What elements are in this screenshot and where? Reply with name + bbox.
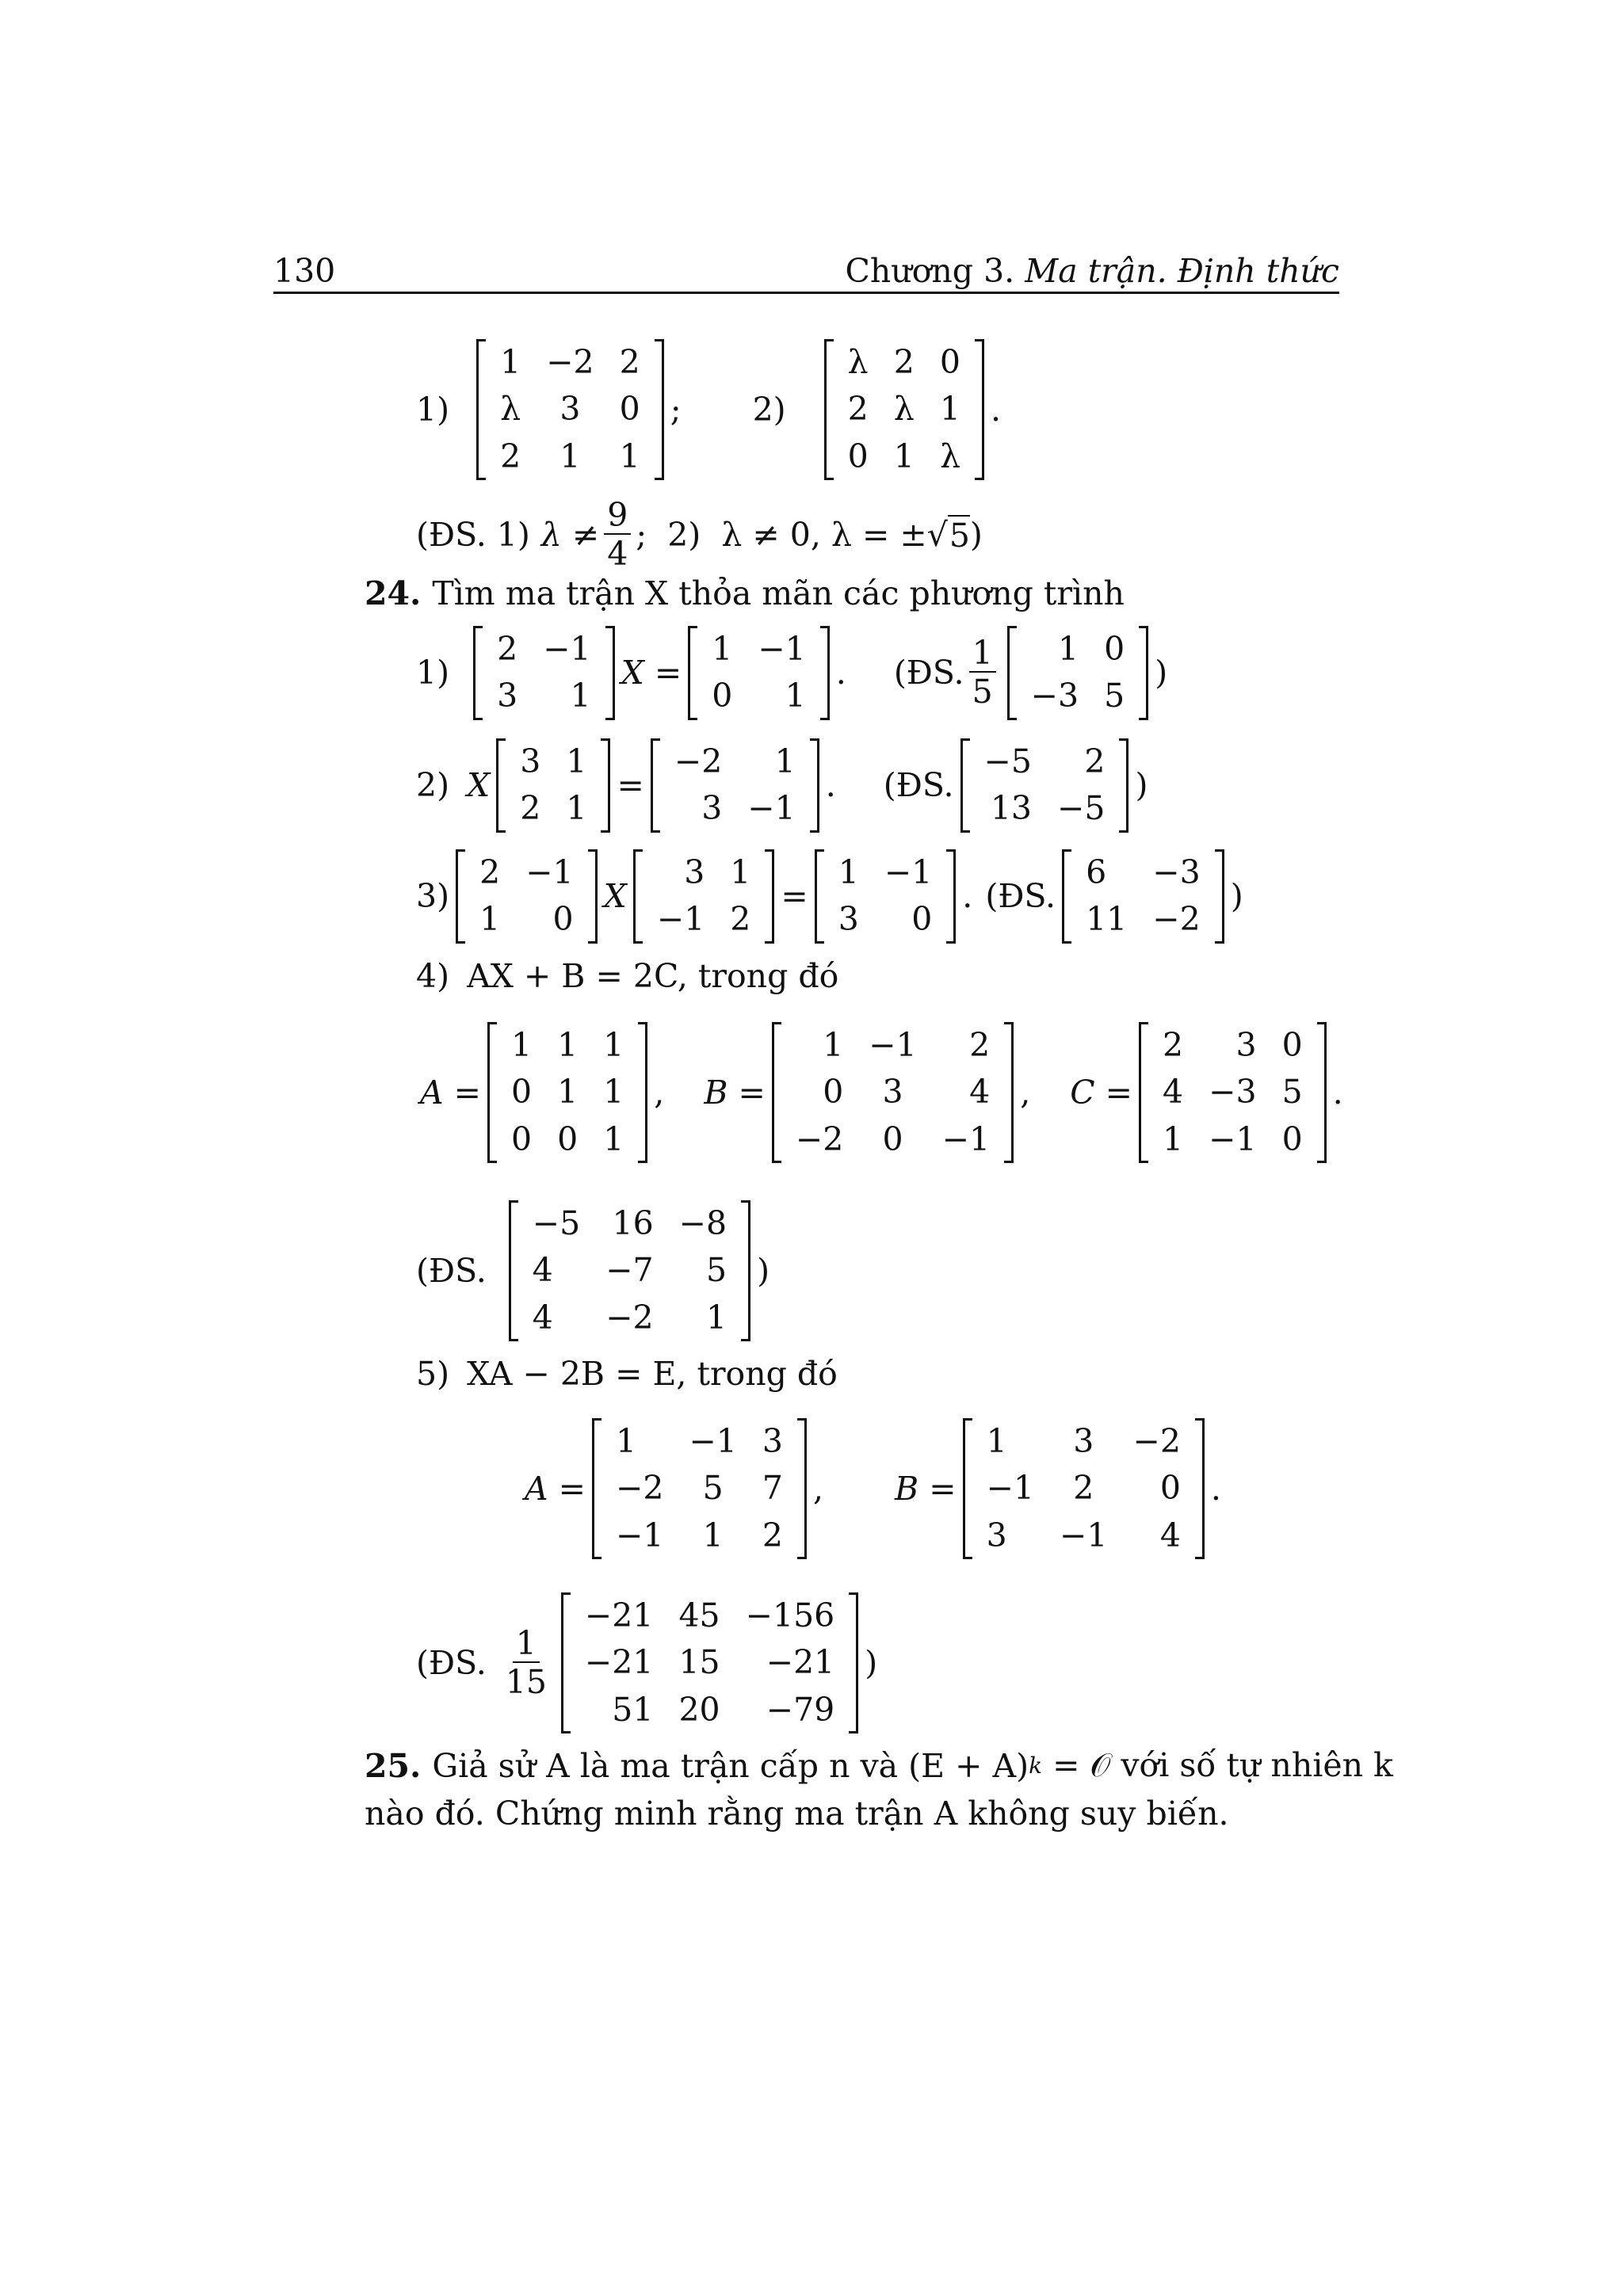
page-number: 130 <box>273 252 336 290</box>
matrix-cell: 0 <box>847 437 869 475</box>
matrix-row <box>484 673 604 719</box>
matrix-cell: 5 <box>1104 677 1125 715</box>
matrix-cell: 16 <box>612 1204 654 1242</box>
matrix-row <box>603 1465 796 1512</box>
matrix-cell: −2 <box>674 742 723 780</box>
matrix-cell: λ <box>893 390 915 429</box>
matrix-row <box>826 896 945 943</box>
matrix-row <box>699 626 819 673</box>
matrix-cell: 1 <box>785 677 806 715</box>
matrix-cell: 1 <box>603 1073 624 1112</box>
matrix-cell: 3 <box>838 900 859 939</box>
p24-item4-statement <box>416 957 838 995</box>
matrix-row <box>1150 1069 1316 1116</box>
matrix-cell: 1 <box>1163 1119 1184 1158</box>
matrix-cell: 2 <box>520 789 541 828</box>
matrix-cell: 1 <box>603 1119 624 1158</box>
matrix-cell: 1 <box>566 742 587 780</box>
p23-fraction-num: 9 <box>604 499 631 535</box>
p24-i1-close: ) <box>1155 654 1168 692</box>
p25-text-1-end: = 𝒪 với số tự nhiên k <box>1042 1746 1393 1784</box>
matrix-cell: −21 <box>584 1596 654 1634</box>
matrix-row <box>467 849 586 896</box>
matrix-row <box>498 1116 636 1163</box>
matrix-cell: 3 <box>762 1422 783 1460</box>
p24-title: Tìm ma trận X thỏa mãn các phương trình <box>432 574 1125 612</box>
chapter-title: Ma trận. Định thức <box>1025 252 1339 290</box>
matrix-row <box>783 1069 1002 1116</box>
matrix-row <box>662 738 808 785</box>
p24-i1-fraction <box>969 634 996 711</box>
matrix-cell: 1 <box>838 853 859 891</box>
p24-item1 <box>416 626 1167 720</box>
matrix-row <box>498 1069 636 1116</box>
matrix-cell: 3 <box>684 853 705 891</box>
p23-sqrt-value: 5 <box>949 517 970 555</box>
matrix-table <box>1150 1022 1316 1163</box>
matrix-row <box>520 1295 739 1341</box>
matrix-row <box>484 626 604 673</box>
matrix-row <box>974 1465 1193 1512</box>
matrix-cell: 0 <box>619 390 640 429</box>
p24-i3-answer-label: (ĐS. <box>985 877 1056 916</box>
p24-i2-close: ) <box>1135 766 1148 805</box>
matrix-cell: 2 <box>969 1026 991 1064</box>
matrix-cell: 0 <box>552 900 574 939</box>
p24-i1-result <box>1007 626 1149 720</box>
matrix-row <box>972 738 1118 785</box>
p24-i5-b-label: B = <box>895 1469 957 1508</box>
matrix-row <box>1150 1116 1316 1163</box>
header-rule <box>273 292 1339 294</box>
matrix-cell: 3 <box>520 742 541 780</box>
matrix-cell: 0 <box>882 1119 903 1158</box>
matrix-cell: 5 <box>1281 1073 1303 1112</box>
p24-i2-result <box>960 738 1129 833</box>
p23-answer-mid: ; 2) λ ≠ 0, λ = ± <box>636 516 927 554</box>
p24-number: 24. <box>365 574 422 612</box>
matrix-cell: −1 <box>758 630 806 668</box>
matrix-table <box>972 738 1118 833</box>
p24-i4-matrix-a <box>487 1022 647 1163</box>
matrix-cell: 2 <box>847 390 869 429</box>
matrix-row <box>487 433 653 480</box>
matrix-cell: 0 <box>911 900 933 939</box>
matrix-cell: 3 <box>559 390 581 429</box>
matrix-cell: 0 <box>823 1073 844 1112</box>
matrix-cell: −79 <box>766 1690 835 1729</box>
matrix-cell: 0 <box>511 1073 533 1112</box>
p23-matrices <box>416 339 1001 480</box>
matrix-cell: 7 <box>762 1469 783 1508</box>
matrix-table <box>662 738 808 833</box>
matrix-table <box>487 339 653 480</box>
p24-i4-c-label: C = <box>1070 1073 1133 1112</box>
matrix-cell: 1 <box>616 1422 637 1460</box>
p24-i5-fraction <box>502 1623 550 1701</box>
matrix-row <box>662 785 808 832</box>
matrix-row <box>835 339 973 386</box>
matrix-cell: −1 <box>1209 1119 1257 1158</box>
p24-i3-close: ) <box>1230 877 1243 916</box>
matrix-cell: λ <box>939 437 960 475</box>
matrix-cell: −1 <box>525 853 574 891</box>
matrix-row <box>835 433 973 480</box>
matrix-cell: 1 <box>730 853 751 891</box>
matrix-table <box>1073 849 1213 944</box>
matrix-cell: 3 <box>882 1073 903 1112</box>
p24-i5-frac-den: 15 <box>505 1662 547 1701</box>
matrix-cell: −21 <box>766 1643 835 1682</box>
p24-item2 <box>416 738 1148 833</box>
matrix-row <box>974 1512 1193 1559</box>
matrix-table <box>1018 626 1138 720</box>
matrix-cell: 1 <box>500 343 521 381</box>
matrix-row <box>783 1116 1002 1163</box>
matrix-cell: −1 <box>689 1422 737 1460</box>
matrix-cell: 1 <box>511 1026 533 1064</box>
p24-i4-comma-2: , <box>1020 1073 1031 1112</box>
matrix-cell: 1 <box>774 742 796 780</box>
p24-i3-result <box>1062 849 1224 944</box>
matrix-cell: 1 <box>557 1026 579 1064</box>
matrix-cell: −3 <box>1152 853 1201 891</box>
p24-i3-label: 3) <box>416 877 450 916</box>
matrix-cell: −156 <box>745 1596 835 1634</box>
matrix-row <box>520 1200 739 1247</box>
matrix-cell: 6 <box>1086 853 1107 891</box>
p24-i4-matrix-b <box>772 1022 1014 1163</box>
matrix-cell: −1 <box>616 1516 664 1554</box>
matrix-cell: −2 <box>605 1298 654 1337</box>
matrix-table <box>498 1022 636 1163</box>
matrix-cell: −1 <box>869 1026 917 1064</box>
matrix-row <box>572 1687 847 1733</box>
p23-matrix-1 <box>476 339 664 480</box>
matrix-cell: 2 <box>479 853 501 891</box>
matrix-cell: −1 <box>884 853 933 891</box>
p23-separator: ; <box>670 390 682 429</box>
p24-item5-matrices <box>525 1418 1221 1559</box>
matrix-cell: λ <box>500 390 521 429</box>
p24-i5-matrix-b <box>963 1418 1205 1559</box>
matrix-table <box>835 339 973 480</box>
p24-i3-x: X <box>603 877 627 916</box>
matrix-cell: 2 <box>1163 1026 1184 1064</box>
p24-item4-answer <box>416 1200 769 1341</box>
p24-i2-x: X <box>467 766 491 805</box>
matrix-cell: 1 <box>559 437 581 475</box>
matrix-cell: 1 <box>986 1422 1007 1460</box>
matrix-cell: 1 <box>893 437 915 475</box>
matrix-cell: 5 <box>702 1469 724 1508</box>
p24-i2-matrix-a <box>496 738 610 833</box>
matrix-cell: 1 <box>706 1298 727 1337</box>
matrix-cell: 2 <box>730 900 751 939</box>
matrix-cell: 1 <box>702 1516 724 1554</box>
matrix-row <box>1018 673 1138 719</box>
p25-text-1: Giả sử A là ma trận cấp n và (E + A) <box>432 1746 1029 1785</box>
matrix-row <box>603 1512 796 1559</box>
p24-i4-end: . <box>1332 1073 1343 1112</box>
matrix-row <box>572 1592 847 1639</box>
matrix-cell: 3 <box>497 677 518 715</box>
p23-answer-prefix: (ĐS. 1) <box>416 516 530 554</box>
matrix-cell: 1 <box>939 390 960 429</box>
matrix-table <box>644 849 764 944</box>
matrix-cell: 3 <box>1073 1422 1094 1460</box>
matrix-cell: −1 <box>656 900 705 939</box>
matrix-cell: 0 <box>939 343 960 381</box>
p24-i4-answer-label: (ĐS. <box>416 1251 487 1290</box>
matrix-row <box>972 785 1118 832</box>
p24-i3-matrix-a <box>456 849 598 944</box>
matrix-row <box>974 1418 1193 1465</box>
matrix-row <box>498 1022 636 1069</box>
p23-item1-label: 1) <box>416 390 450 429</box>
p24-item4-matrices <box>420 1022 1343 1163</box>
matrix-cell: 4 <box>1159 1516 1181 1554</box>
p24-i2-end: . <box>825 766 836 805</box>
p24-i4-result <box>509 1200 750 1341</box>
p24-i4-a-label: A = <box>420 1073 481 1112</box>
matrix-cell: −7 <box>605 1251 654 1290</box>
matrix-cell: 1 <box>570 677 591 715</box>
p25-line-2 <box>365 1794 1229 1833</box>
sqrt-symbol: √ <box>926 516 948 554</box>
p25-number: 25. <box>365 1746 422 1785</box>
p23-lambda-neq: λ ≠ <box>540 516 600 554</box>
p24-i2-label: 2) <box>416 766 450 805</box>
p23-matrix-2 <box>824 339 984 480</box>
matrix-cell: 45 <box>678 1596 720 1634</box>
matrix-cell: −1 <box>986 1469 1035 1508</box>
matrix-cell: 4 <box>532 1251 553 1290</box>
matrix-cell: 2 <box>893 343 915 381</box>
matrix-row <box>1073 896 1213 943</box>
p24-heading <box>365 574 1125 612</box>
matrix-cell: 1 <box>566 789 587 828</box>
matrix-table <box>520 1200 739 1341</box>
p24-i5-frac-num: 1 <box>513 1627 540 1663</box>
matrix-row <box>603 1418 796 1465</box>
matrix-cell: 2 <box>619 343 640 381</box>
matrix-cell: −1 <box>941 1119 991 1158</box>
matrix-cell: −8 <box>678 1204 727 1242</box>
matrix-cell: −5 <box>1057 789 1106 828</box>
p24-i4-b-label: B = <box>704 1073 766 1112</box>
matrix-row <box>1073 849 1213 896</box>
matrix-cell: 4 <box>969 1073 991 1112</box>
matrix-cell: λ <box>847 343 869 381</box>
matrix-cell: 13 <box>990 789 1032 828</box>
matrix-table <box>603 1418 796 1559</box>
p24-i1-answer-label: (ĐS. <box>893 654 964 692</box>
p24-i1-end: . <box>835 654 846 692</box>
matrix-table <box>826 849 945 944</box>
matrix-cell: 0 <box>511 1119 533 1158</box>
matrix-cell: 0 <box>1281 1119 1303 1158</box>
matrix-cell: 3 <box>986 1516 1007 1554</box>
matrix-cell: 1 <box>1058 630 1079 668</box>
matrix-cell: 51 <box>612 1690 654 1729</box>
matrix-cell: −2 <box>546 343 594 381</box>
matrix-cell: −3 <box>1030 677 1079 715</box>
p24-i4-matrix-c <box>1139 1022 1327 1163</box>
p24-i4-equation: AX + B = 2C, trong đó <box>467 957 839 995</box>
matrix-table <box>572 1592 847 1733</box>
matrix-cell: 0 <box>557 1119 579 1158</box>
running-head <box>846 252 1339 290</box>
p25-line-1 <box>365 1746 1393 1785</box>
p24-i5-result <box>561 1592 858 1733</box>
matrix-cell: 4 <box>1163 1073 1184 1112</box>
matrix-table <box>783 1022 1002 1163</box>
p24-item3 <box>416 849 1243 944</box>
p24-i2-answer-label: (ĐS. <box>883 766 954 805</box>
matrix-cell: 0 <box>1104 630 1125 668</box>
matrix-cell: 1 <box>603 1026 624 1064</box>
matrix-row <box>1018 626 1138 673</box>
matrix-cell: 0 <box>1159 1469 1181 1508</box>
matrix-cell: 1 <box>557 1073 579 1112</box>
matrix-row <box>467 896 586 943</box>
matrix-cell: 11 <box>1086 900 1128 939</box>
p24-i3-matrix-c <box>815 849 957 944</box>
matrix-row <box>507 738 599 785</box>
matrix-row <box>487 386 653 433</box>
matrix-cell: 2 <box>762 1516 783 1554</box>
matrix-cell: 2 <box>1084 742 1106 780</box>
p24-i5-close: ) <box>865 1643 878 1682</box>
p24-i1-label: 1) <box>416 654 450 692</box>
p24-i5-label: 5) <box>416 1355 450 1393</box>
matrix-cell: 3 <box>1235 1026 1257 1064</box>
p23-fraction-den: 4 <box>607 535 628 573</box>
matrix-table <box>507 738 599 833</box>
matrix-cell: 2 <box>1073 1469 1094 1508</box>
matrix-cell: −2 <box>1132 1422 1181 1460</box>
matrix-cell: 3 <box>701 789 723 828</box>
matrix-cell: 4 <box>532 1298 553 1337</box>
matrix-row <box>507 785 599 832</box>
p24-i4-comma-1: , <box>654 1073 665 1112</box>
p24-item5-answer <box>416 1592 877 1733</box>
p24-i5-answer-label: (ĐS. <box>416 1643 487 1682</box>
matrix-table <box>974 1418 1193 1559</box>
p24-i4-label: 4) <box>416 957 450 995</box>
p23-item2-label: 2) <box>752 390 786 429</box>
matrix-cell: 1 <box>479 900 501 939</box>
p24-i3-end: . <box>962 877 973 916</box>
p24-i1-frac-num: 1 <box>969 637 996 673</box>
p24-i5-comma: , <box>813 1469 824 1508</box>
matrix-cell: −1 <box>543 630 591 668</box>
p24-i2-matrix-b <box>651 738 819 833</box>
p24-item5-statement <box>416 1355 838 1393</box>
chapter-number: Chương 3. <box>845 252 1015 290</box>
matrix-cell: 1 <box>823 1026 844 1064</box>
matrix-cell: −2 <box>616 1469 664 1508</box>
matrix-cell: −21 <box>584 1643 654 1682</box>
matrix-row <box>783 1022 1002 1069</box>
p25-superscript: k <box>1029 1753 1043 1779</box>
p24-i4-close: ) <box>757 1251 770 1290</box>
matrix-cell: −2 <box>795 1119 844 1158</box>
matrix-cell: 1 <box>619 437 640 475</box>
matrix-table <box>699 626 819 720</box>
matrix-cell: 1 <box>712 630 733 668</box>
matrix-row <box>644 849 764 896</box>
matrix-cell: −1 <box>747 789 796 828</box>
p23-end: . <box>990 390 1001 429</box>
matrix-cell: 2 <box>500 437 521 475</box>
p23-fraction <box>604 496 631 573</box>
matrix-cell: 0 <box>712 677 733 715</box>
matrix-cell: −3 <box>1209 1073 1257 1112</box>
matrix-cell: 5 <box>706 1251 727 1290</box>
p24-i1-frac-den: 5 <box>972 673 993 711</box>
matrix-row <box>520 1247 739 1294</box>
matrix-cell: 2 <box>497 630 518 668</box>
matrix-cell: 15 <box>678 1643 720 1682</box>
matrix-row <box>826 849 945 896</box>
p23-answer <box>416 496 983 573</box>
p24-i1-x: X = <box>621 654 682 692</box>
p24-i5-end: . <box>1210 1469 1221 1508</box>
matrix-cell: 0 <box>1281 1026 1303 1064</box>
matrix-row <box>1150 1022 1316 1069</box>
p24-i1-matrix-b <box>688 626 830 720</box>
p24-i5-a-label: A = <box>525 1469 586 1508</box>
p24-i3-eq: = <box>781 877 808 916</box>
matrix-row <box>835 386 973 433</box>
matrix-row <box>572 1639 847 1686</box>
p24-i1-matrix-a <box>473 626 615 720</box>
matrix-cell: 20 <box>678 1690 720 1729</box>
matrix-cell: −1 <box>1060 1516 1108 1554</box>
p24-i3-matrix-b <box>633 849 775 944</box>
matrix-table <box>467 849 586 944</box>
matrix-cell: −2 <box>1152 900 1201 939</box>
matrix-table <box>484 626 604 720</box>
p24-i5-matrix-a <box>592 1418 807 1559</box>
matrix-cell: −5 <box>532 1204 581 1242</box>
p24-i2-eq: = <box>617 766 644 805</box>
matrix-row <box>487 339 653 386</box>
matrix-row <box>699 673 819 719</box>
matrix-row <box>644 896 764 943</box>
p24-i5-equation: XA − 2B = E, trong đó <box>467 1355 838 1393</box>
p25-text-2: nào đó. Chứng minh rằng ma trận A không suy biến. <box>365 1794 1229 1833</box>
p23-answer-close: ) <box>969 516 983 554</box>
matrix-cell: −5 <box>983 742 1032 780</box>
